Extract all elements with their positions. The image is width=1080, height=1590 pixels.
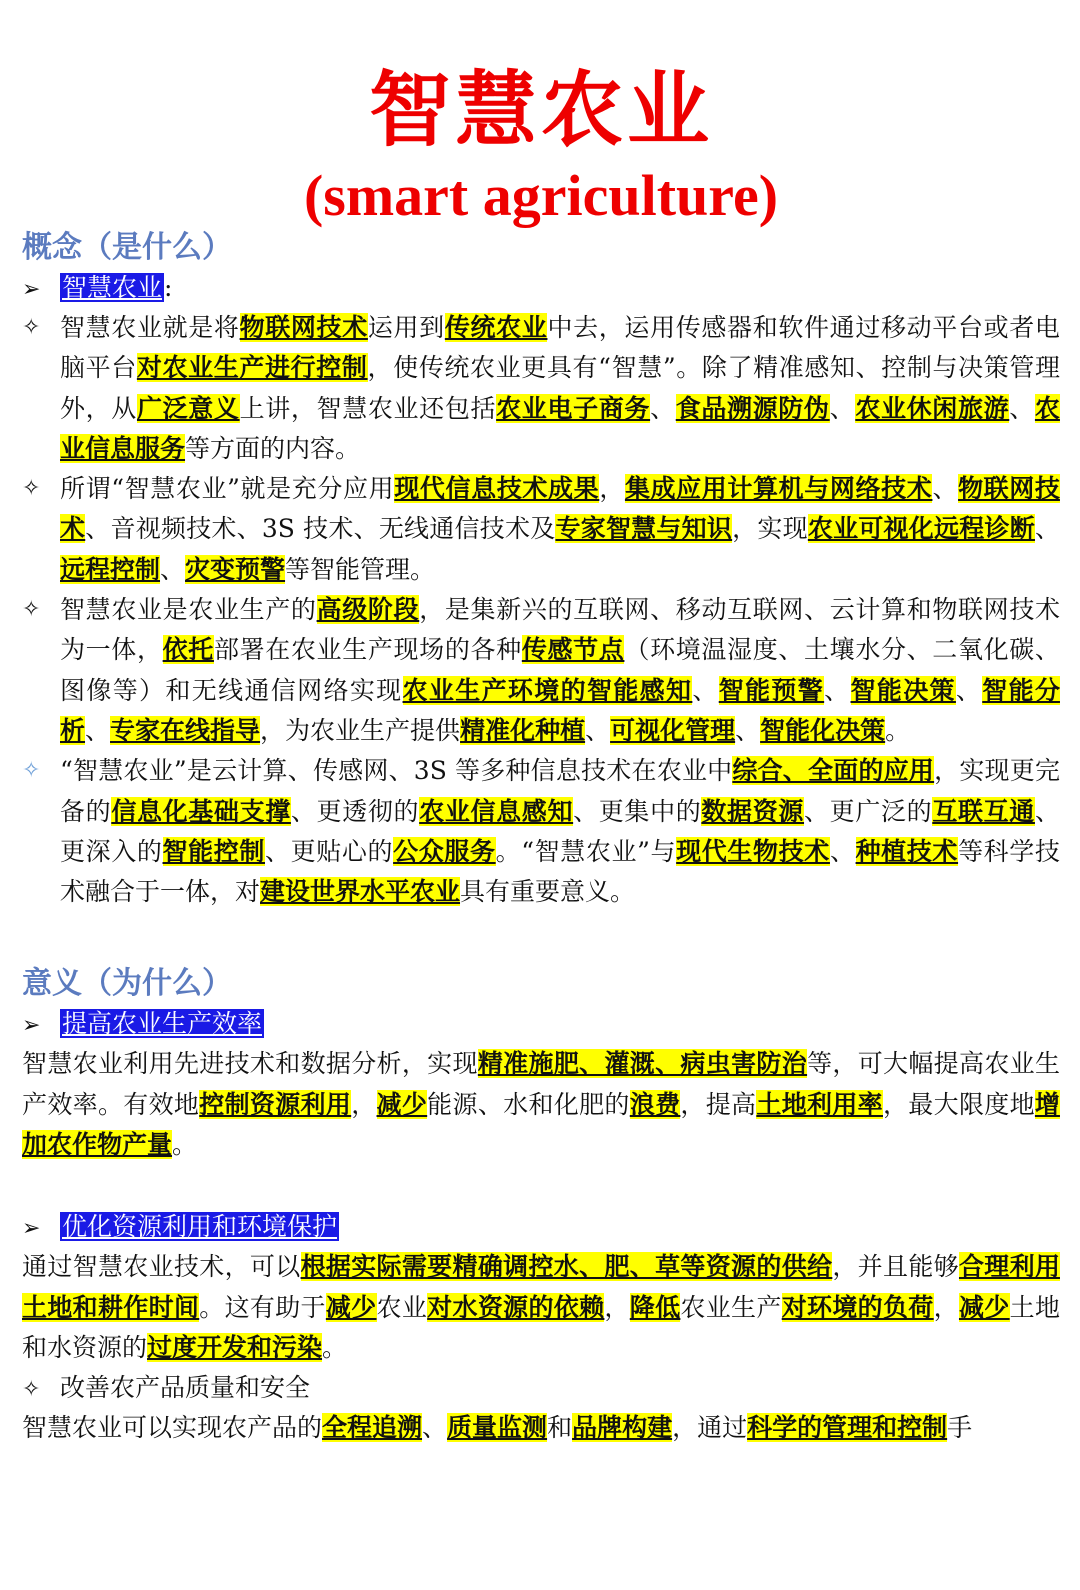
text-run: 运用到 [367, 313, 445, 342]
text-run: 、 [585, 715, 611, 745]
text-run: 、音视频技术、3S 技术、无线通信技术及 [85, 514, 556, 544]
highlighted-term: 对环境的负荷 [781, 1292, 934, 1322]
text-run: 所谓“智慧农业”就是充分应用 [60, 474, 395, 504]
highlighted-term: 过度开发和污染 [147, 1332, 323, 1362]
highlighted-term: 高级阶段 [316, 595, 420, 625]
highlighted-term: 减少 [958, 1292, 1010, 1322]
highlighted-term: 农业电子商务 [496, 393, 651, 423]
highlighted-term: 依托 [162, 635, 214, 665]
item-text [60, 313, 1060, 463]
bullet-smart-agriculture [22, 268, 1060, 308]
text-run: ，实现 [732, 514, 808, 544]
text-run: 部署在农业生产现场的各种 [213, 635, 522, 665]
text-run: 上讲，智慧农业还包括 [239, 393, 497, 423]
text-run: 土地和水资源的 [22, 1292, 1060, 1362]
highlighted-term: 公众服务 [393, 836, 496, 866]
item-text [60, 595, 1060, 745]
highlighted-term: 专家在线指导 [110, 715, 261, 745]
text-run: ， [599, 474, 625, 504]
text-run: 等科学技术融合于一体，对 [60, 836, 1060, 907]
highlighted-term: 智能决策 [850, 675, 956, 705]
text-run: 智慧农业是农业生产的 [60, 595, 317, 625]
text-run: 和 [547, 1413, 573, 1443]
document-page [0, 62, 1080, 1590]
text-run: 、更集中的 [573, 796, 702, 826]
diamond-bullet-icon: ✧ [22, 476, 41, 502]
text-run: 、 [829, 836, 856, 866]
page-subtitle: (smart agriculture) [303, 163, 779, 228]
highlighted-term: 专家智慧与知识 [555, 514, 733, 544]
highlighted-term: 食品溯源防伪 [675, 393, 830, 423]
highlighted-term: 智能控制 [162, 836, 265, 866]
diamond-bullet-icon: ✧ [22, 1377, 41, 1403]
highlighted-term: 精准化种植 [460, 715, 586, 745]
bullet-label: 提高农业生产效率 [62, 1009, 263, 1039]
highlighted-term: 数据资源 [701, 796, 805, 826]
text-run: 等，可大幅提高农业生产效率。有效地 [22, 1049, 1060, 1119]
text-run: 、更深入的 [60, 796, 1060, 866]
diamond-bullet-icon: ✧ [22, 758, 41, 784]
text-run: 具有重要意义。 [460, 877, 636, 907]
text-run: 、 [692, 675, 719, 705]
highlighted-term: 减少 [325, 1292, 377, 1322]
concept-item-2 [22, 469, 1060, 590]
highlighted-term: 智能化决策 [760, 715, 886, 745]
highlighted-term: 现代信息技术成果 [394, 474, 600, 504]
text-run: 、 [824, 675, 851, 705]
bullet-label: 智慧农业 [62, 273, 163, 302]
highlighted-term: 种植技术 [855, 836, 959, 866]
text-run: ，是集新兴的互联网、移动互联网、云计算和物联网技术为一体， [60, 595, 1060, 665]
highlighted-term: 对农业生产进行控制 [136, 353, 368, 383]
text-run: 中去，运用传感器和软件通过移动平台或者电脑平台 [60, 313, 1060, 383]
highlighted-term: 减少 [376, 1089, 428, 1119]
text-run: （环境温湿度、土壤水分、二氧化碳、图像等）和无线通信网络实现 [60, 635, 1060, 705]
highlighted-term: 建设世界水平农业 [260, 877, 461, 907]
highlighted-term: 互联互通 [932, 796, 1035, 826]
highlighted-term: 合理利用土地和耕作时间 [22, 1252, 1060, 1322]
text-run: ，并且能够 [832, 1252, 959, 1282]
text-run: 、 [650, 393, 676, 423]
text-run: ， [933, 1292, 959, 1322]
highlighted-term: 综合、全面的应用 [732, 756, 935, 786]
text-run: 、更贴心的 [265, 836, 394, 866]
text-run: 、 [85, 715, 111, 745]
text-run: ， [604, 1292, 630, 1322]
spacer [22, 1165, 1060, 1207]
highlighted-term: 广泛意义 [136, 393, 240, 423]
text-run: 、更透彻的 [290, 796, 420, 826]
text-run: ，为农业生产提供 [260, 715, 461, 745]
highlighted-term: 控制资源利用 [199, 1089, 352, 1119]
item-text [60, 756, 1060, 906]
highlighted-term: 现代生物技术 [676, 836, 830, 866]
concept-item-1 [22, 308, 1060, 469]
highlighted-term: 科学的管理和控制 [747, 1413, 948, 1443]
highlighted-term: 根据实际需要精确调控水、肥、草等资源的供给 [300, 1252, 833, 1282]
text-run: 、 [422, 1413, 448, 1443]
text-run: 通过智慧农业技术，可以 [22, 1252, 301, 1282]
highlighted-term: 可视化管理 [610, 715, 736, 745]
text-run: 手 [947, 1413, 973, 1443]
highlighted-term: 农业信息感知 [419, 796, 574, 826]
paragraph-quality [22, 1408, 1060, 1448]
highlighted-term: 灾变预警 [185, 554, 286, 584]
section-heading-significance: 意义（为什么） [22, 966, 232, 1002]
arrow-bullet-icon: ➢ [22, 277, 41, 302]
highlighted-term: 传感节点 [521, 635, 625, 665]
text-run: 、 [735, 715, 761, 745]
highlighted-term: 浪费 [629, 1089, 681, 1119]
bullet-efficiency [22, 1004, 1060, 1044]
text-run: 、更广泛的 [804, 796, 933, 826]
text-run: 农业 [376, 1292, 428, 1322]
text-run: ，使传统农业更具有“智慧”。除了精准感知、控制与决策管理外，从 [60, 353, 1060, 423]
highlighted-term: 全程追溯 [322, 1413, 423, 1443]
section-heading-concept: 概念（是什么） [22, 230, 232, 265]
page-title: 智慧农业 [368, 62, 713, 158]
highlighted-term: 增加农作物产量 [22, 1089, 1060, 1160]
concept-item-4 [22, 751, 1060, 912]
highlighted-term: 精准施肥、灌溉、病虫害防治 [477, 1049, 808, 1079]
arrow-bullet-icon: ➢ [22, 1216, 41, 1242]
item-text [60, 474, 1060, 584]
highlighted-term: 土地利用率 [756, 1089, 883, 1119]
highlighted-term: 品牌构建 [572, 1413, 673, 1443]
highlighted-term: 农业生产环境的智能感知 [402, 675, 693, 705]
text-run: 智慧农业可以实现农产品的 [22, 1413, 323, 1443]
concept-item-3 [22, 590, 1060, 751]
bullet-colon: : [164, 273, 173, 302]
highlighted-term: 农业休闲旅游 [855, 393, 1010, 423]
text-run: 、 [829, 393, 856, 423]
text-run: 等方面的内容。 [185, 433, 361, 463]
text-run: 、 [955, 675, 983, 705]
text-run: 。这有助于 [199, 1292, 326, 1322]
highlighted-term: 集成应用计算机与网络技术 [624, 474, 933, 504]
highlighted-term: 降低 [629, 1292, 681, 1322]
paragraph-resources [22, 1247, 1060, 1368]
text-run: 智慧农业就是将 [60, 313, 240, 342]
highlighted-term: 对水资源的依赖 [427, 1292, 605, 1322]
arrow-bullet-icon: ➢ [22, 1013, 41, 1039]
text-run: 、 [1009, 393, 1035, 423]
text-run: 。 [172, 1130, 198, 1160]
text-run: 、 [1034, 514, 1060, 544]
text-run: ， [351, 1089, 377, 1119]
highlighted-term: 远程控制 [60, 554, 161, 584]
spacer [22, 912, 1060, 964]
paragraph-efficiency [22, 1044, 1060, 1165]
bullet-label: 改善农产品质量和安全 [60, 1373, 311, 1403]
text-run: 能源、水和化肥的 [427, 1089, 630, 1119]
text-run: 等智能管理。 [285, 554, 436, 584]
highlighted-term: 物联网技术 [239, 313, 368, 342]
highlighted-term: 农业可视化远程诊断 [807, 514, 1035, 544]
highlighted-term: 农业信息服务 [60, 393, 1060, 463]
diamond-bullet-icon: ✧ [22, 315, 41, 340]
diamond-bullet-icon: ✧ [22, 597, 41, 623]
text-run: ，实现更完备的 [60, 756, 1060, 826]
highlighted-term: 物联网技术 [60, 474, 1060, 544]
bullet-label: 优化资源利用和环境保护 [62, 1212, 338, 1242]
bullet-resources [22, 1207, 1060, 1247]
highlighted-term: 信息化基础支撑 [111, 796, 291, 826]
text-run: 。 [885, 715, 911, 745]
highlighted-term: 智能分析 [60, 675, 1060, 745]
text-run: 农业生产 [680, 1292, 782, 1322]
text-run: 、 [932, 474, 959, 504]
highlighted-term: 智能预警 [718, 675, 825, 705]
text-run: “智慧农业”是云计算、传感网、3S 等多种信息技术在农业中 [60, 756, 733, 786]
highlighted-term: 质量监测 [447, 1413, 548, 1443]
text-run: ，提高 [680, 1089, 757, 1119]
highlighted-term: 传统农业 [444, 313, 548, 342]
text-run: 智慧农业利用先进技术和数据分析，实现 [22, 1049, 478, 1079]
text-run: ，通过 [672, 1413, 748, 1443]
text-run: 、 [160, 554, 186, 584]
bullet-quality [22, 1368, 1060, 1408]
text-run: 。 [322, 1332, 348, 1362]
text-run: ，最大限度地 [882, 1089, 1035, 1119]
text-run: 。“智慧农业”与 [495, 836, 677, 866]
